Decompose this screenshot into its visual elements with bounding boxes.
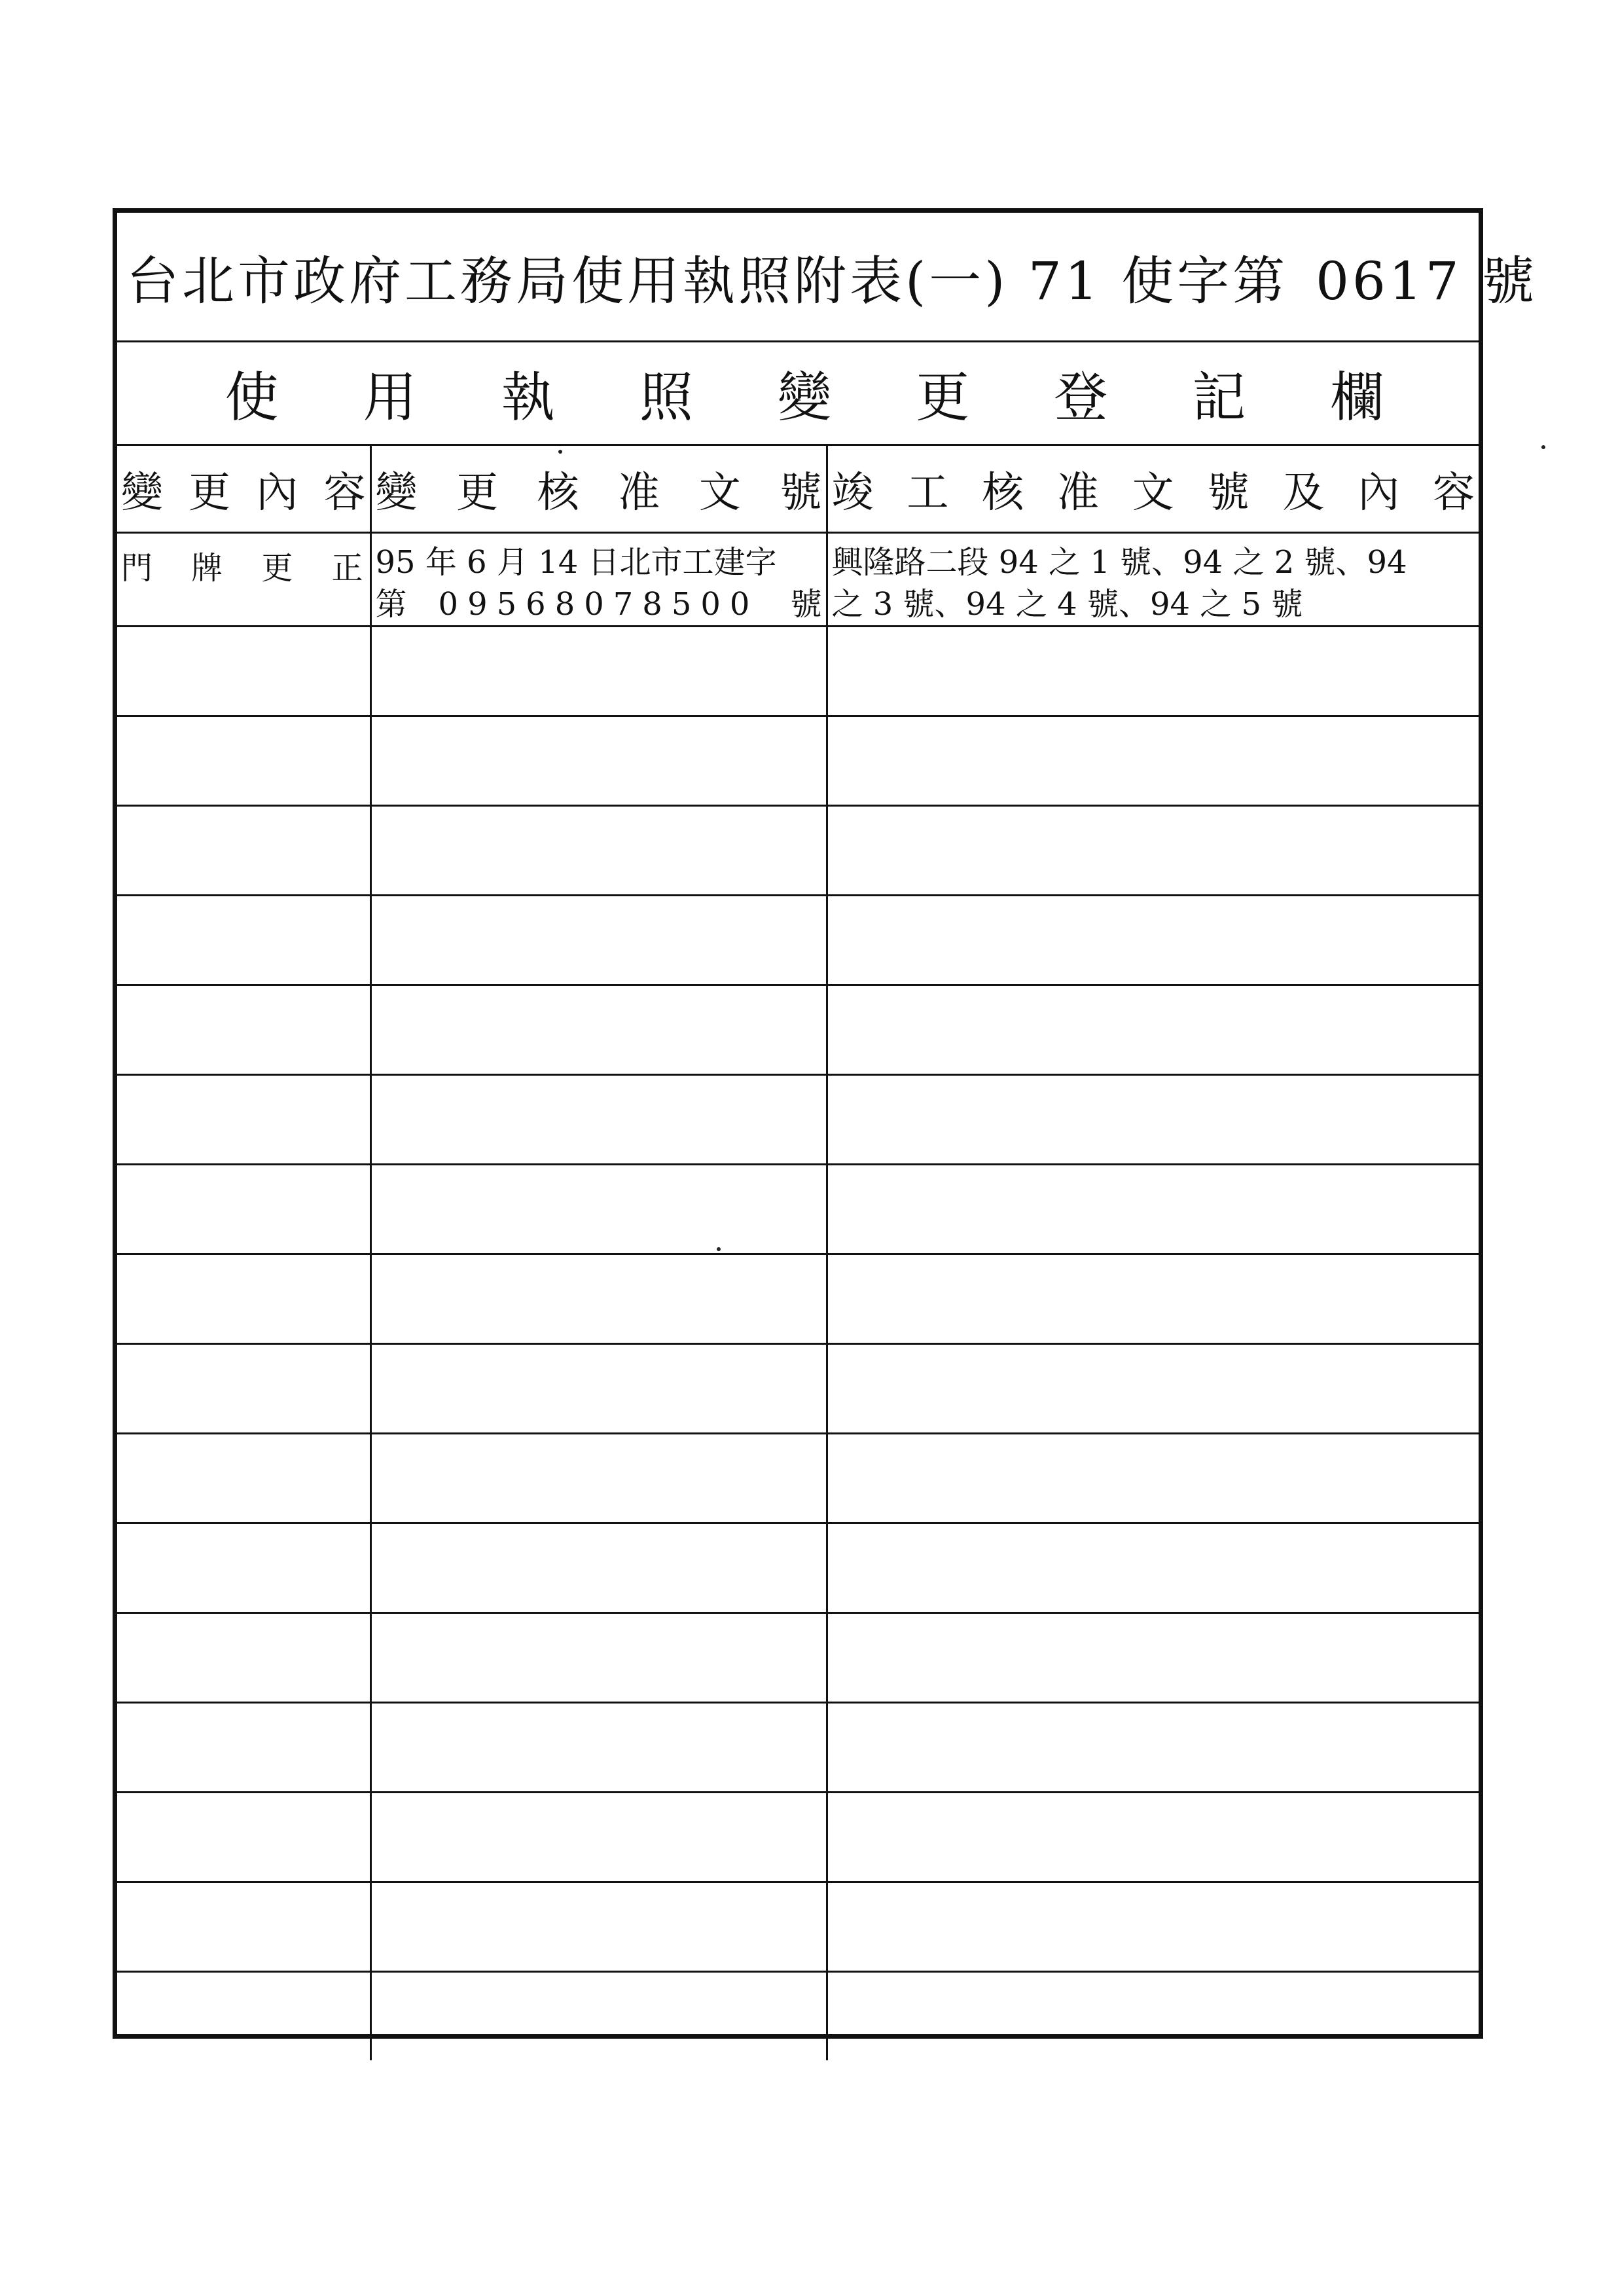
heading-char: 登: [1054, 367, 1108, 429]
cell-approval-doc: [370, 716, 827, 806]
header-char: 變: [121, 468, 163, 517]
form-title: 台北市政府工務局使用執照附表(一) 71 使字第: [126, 251, 1289, 312]
table-row: [117, 896, 1479, 985]
completion-line2: 之 3 號、94 之 4 號、94 之 5 號: [831, 586, 1303, 623]
cell-completion-doc: [827, 1613, 1479, 1703]
cell-change-content: [117, 1882, 370, 1972]
cell-completion-doc: [827, 985, 1479, 1075]
header-char: 文: [698, 468, 741, 517]
cell-approval-doc: [370, 985, 827, 1075]
cell-approval-doc: [370, 1165, 827, 1254]
entry-char: 牌: [191, 550, 223, 587]
heading-char: 欄: [1330, 367, 1384, 429]
approval-doc-line1: 95 年 6 月 14 日北市工建字: [375, 544, 777, 581]
cell-approval-doc: [370, 896, 827, 985]
cell-approval-doc: [370, 533, 827, 627]
approval-doc-number: 09568078500: [438, 586, 759, 623]
cell-change-content: [117, 1972, 370, 2061]
entry-char: 更: [261, 550, 293, 587]
header-char: 准: [1056, 468, 1099, 517]
table-row: [117, 1075, 1479, 1165]
cell-completion-doc: [827, 533, 1479, 627]
header-char: 容: [1433, 468, 1475, 517]
header-char: 號: [1207, 468, 1249, 517]
cell-completion-doc: [827, 1793, 1479, 1882]
permit-form: [113, 208, 1538, 2039]
header-char: 內: [256, 468, 298, 517]
cell-change-content: [117, 627, 370, 716]
table-row: [117, 1523, 1479, 1613]
scan-speck: [558, 450, 562, 454]
completion-line1: 興隆路二段 94 之 1 號、94 之 2 號、94: [831, 544, 1407, 581]
cell-approval-doc: [370, 1972, 827, 2061]
table-row: [117, 627, 1479, 716]
header-char: 核: [982, 468, 1024, 517]
table-row: [117, 1793, 1479, 1882]
cell-completion-doc: [827, 1703, 1479, 1793]
cell-change-content: [117, 1075, 370, 1165]
table-header-row: [117, 446, 1479, 533]
header-char: 更: [189, 468, 231, 517]
cell-completion-doc: [827, 1523, 1479, 1613]
table-row: [117, 806, 1479, 896]
table-row: [117, 716, 1479, 806]
header-char: 號: [780, 468, 822, 517]
cell-change-content: [117, 1613, 370, 1703]
heading-char: 使: [225, 367, 279, 429]
cell-change-content: [117, 896, 370, 985]
change-register-table: [117, 446, 1479, 2060]
header-char: 容: [323, 468, 366, 517]
table-row: [117, 1344, 1479, 1434]
header-char: 工: [907, 468, 949, 517]
form-title-row: [117, 213, 1538, 342]
cell-change-content: [117, 985, 370, 1075]
cell-approval-doc: [370, 1793, 827, 1882]
cell-approval-doc: [370, 1882, 827, 1972]
cell-completion-doc: [827, 806, 1479, 896]
cell-change-content: [117, 806, 370, 896]
heading-char: 照: [639, 367, 693, 429]
cell-change-content: [117, 1434, 370, 1523]
heading-char: 執: [501, 367, 555, 429]
permit-number: 0617 號: [1316, 251, 1538, 312]
cell-completion-doc: [827, 627, 1479, 716]
header-approval-doc: [370, 446, 827, 533]
cell-approval-doc: [370, 1523, 827, 1613]
table-row: [117, 985, 1479, 1075]
cell-approval-doc: [370, 1344, 827, 1434]
header-char: 變: [375, 468, 418, 517]
approval-doc-suffix: 號: [790, 586, 822, 623]
header-char: 內: [1357, 468, 1400, 517]
cell-approval-doc: [370, 1434, 827, 1523]
entry-char: 正: [331, 550, 363, 587]
cell-completion-doc: [827, 1165, 1479, 1254]
table-row: [117, 1613, 1479, 1703]
table-row: [117, 1882, 1479, 1972]
cell-approval-doc: [370, 1703, 827, 1793]
cell-change-content: [117, 533, 370, 627]
cell-approval-doc: [370, 806, 827, 896]
cell-completion-doc: [827, 1972, 1479, 2061]
cell-change-content: [117, 1703, 370, 1793]
heading-char: 變: [777, 367, 831, 429]
cell-completion-doc: [827, 1075, 1479, 1165]
table-row: [117, 1434, 1479, 1523]
scan-speck: [717, 1247, 721, 1251]
scan-speck: [1541, 445, 1545, 449]
section-heading: [117, 342, 1479, 446]
cell-approval-doc: [370, 627, 827, 716]
cell-approval-doc: [370, 1254, 827, 1344]
cell-change-content: [117, 1165, 370, 1254]
cell-approval-doc: [370, 1613, 827, 1703]
cell-completion-doc: [827, 1254, 1479, 1344]
approval-doc-prefix: 第: [375, 586, 407, 623]
cell-completion-doc: [827, 1882, 1479, 1972]
cell-change-content: [117, 1254, 370, 1344]
table-row: [117, 1972, 1479, 2061]
table-row: [117, 1703, 1479, 1793]
cell-change-content: [117, 1523, 370, 1613]
cell-completion-doc: [827, 1434, 1479, 1523]
entry-char: 門: [121, 550, 153, 587]
table-row: [117, 1165, 1479, 1254]
header-change-content: [117, 446, 370, 533]
cell-change-content: [117, 1793, 370, 1882]
cell-completion-doc: [827, 1344, 1479, 1434]
header-char: 准: [618, 468, 660, 517]
cell-change-content: [117, 1344, 370, 1434]
header-char: 更: [456, 468, 499, 517]
cell-completion-doc: [827, 716, 1479, 806]
header-char: 核: [537, 468, 579, 517]
header-char: 及: [1282, 468, 1325, 517]
cell-approval-doc: [370, 1075, 827, 1165]
table-row: [117, 533, 1479, 627]
header-completion-doc: [827, 446, 1479, 533]
cell-completion-doc: [827, 896, 1479, 985]
table-row: [117, 1254, 1479, 1344]
cell-change-content: [117, 716, 370, 806]
header-char: 竣: [831, 468, 874, 517]
heading-char: 記: [1192, 367, 1246, 429]
heading-char: 用: [363, 367, 417, 429]
heading-char: 更: [916, 367, 970, 429]
header-char: 文: [1132, 468, 1174, 517]
